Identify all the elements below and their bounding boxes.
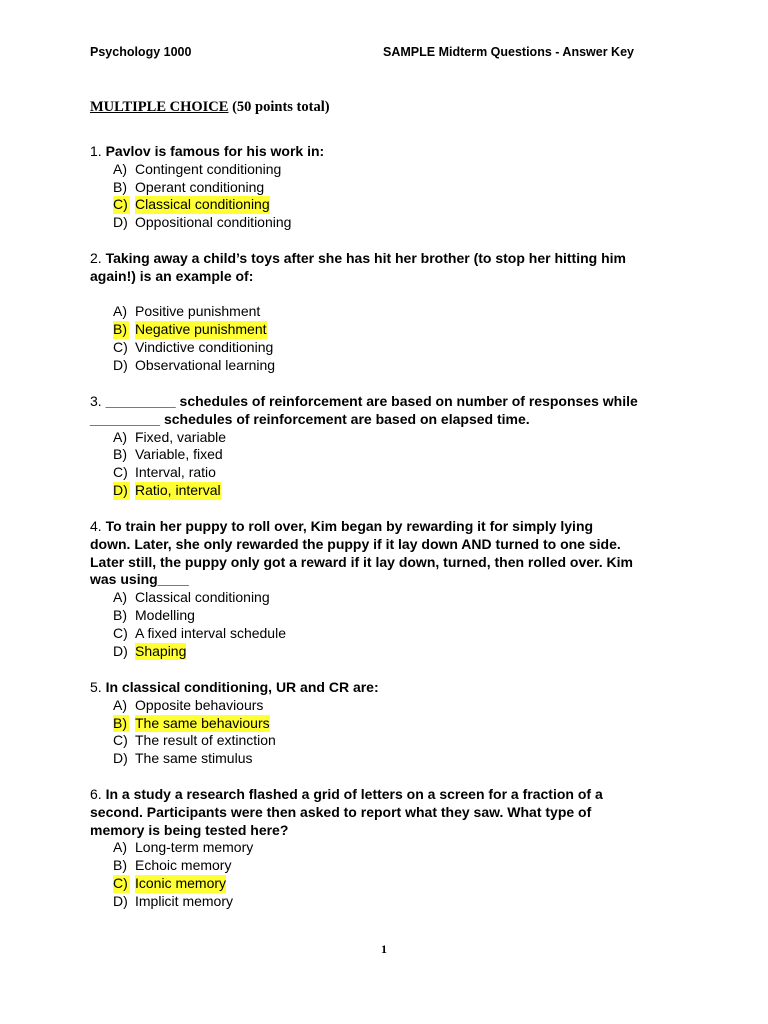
question-number: 4. — [90, 518, 102, 534]
option-d: D) Implicit memory — [113, 892, 234, 909]
option-a: A) Opposite behaviours — [113, 696, 264, 713]
option-a: A) Fixed, variable — [113, 428, 227, 445]
question-text: Pavlov is famous for his work in: — [105, 143, 325, 159]
option-c: C) A fixed interval schedule — [113, 624, 286, 641]
option-d-correct: D) Ratio, interval — [113, 481, 221, 498]
question-5 — [90, 679, 690, 768]
question-text: Taking away a child’s toys after she has hit her brother (to stop her hitting him — [105, 250, 626, 266]
question-3 — [90, 393, 690, 500]
question-number: 3. — [90, 393, 102, 409]
option-d-correct: D) Shaping — [113, 642, 187, 659]
option-b-correct: B) The same behaviours — [113, 714, 270, 731]
question-number: 2. — [90, 250, 102, 266]
option-a: A) Positive punishment — [113, 303, 261, 320]
option-a: A) Long-term memory — [113, 839, 254, 856]
page-header — [90, 45, 634, 65]
question-6: 6. In a study a research flashed a grid of letters on a screen for a fraction of a second. Participants were then asked to report what they saw. What type of memory is being tested here? A) Long-term memory B) Echoic memory C) Iconic memory D) Implicit memory — [90, 786, 690, 911]
option-a: A) Contingent conditioning — [113, 160, 282, 177]
question-number: 5. — [90, 679, 102, 695]
question-text: In a study a research flashed a grid of letters on a screen for a fraction of a — [105, 786, 603, 802]
question-text: In classical conditioning, UR and CR are: — [105, 679, 379, 695]
section-points: (50 points total) — [232, 99, 330, 115]
option-b: B) Variable, fixed — [113, 446, 223, 463]
option-c: C) Vindictive conditioning — [113, 338, 274, 355]
document-title: SAMPLE Midterm Questions - Answer Key — [383, 45, 634, 59]
question-text-cont: _________ schedules of reinforcement are based on elapsed time. — [90, 410, 530, 427]
question-text: To train her puppy to roll over, Kim began by rewarding it for simply lying — [105, 518, 594, 534]
option-c: C) Interval, ratio — [113, 464, 216, 481]
option-b: B) Operant conditioning — [113, 178, 265, 195]
question-text-cont: again!) is an example of: — [90, 267, 254, 284]
option-c-correct: C) Classical conditioning — [113, 196, 270, 213]
option-d: D) Observational learning — [113, 356, 276, 373]
question-number: 6. — [90, 786, 102, 802]
option-c: C) The result of extinction — [113, 732, 276, 749]
option-b: B) Modelling — [113, 606, 195, 623]
option-c-correct: C) Iconic memory — [113, 874, 227, 891]
question-1 — [90, 143, 690, 232]
option-b-correct: B) Negative punishment — [113, 321, 267, 338]
question-2 — [90, 250, 690, 375]
section-title: MULTIPLE CHOICE — [90, 99, 229, 115]
section-heading — [90, 99, 330, 116]
option-b: B) Echoic memory — [113, 857, 232, 874]
page-number: 1 — [381, 942, 387, 956]
question-text: _________ schedules of reinforcement are based on number of responses while — [105, 393, 638, 409]
option-d: D) Oppositional conditioning — [113, 214, 292, 231]
question-4: 4. To train her puppy to roll over, Kim began by rewarding it for simply lying down. Later, she only rewarded the puppy if it lay down AND turned to one side. Later still, the puppy only got a reward if it lay down, turned, then rolled over. Kim was using____ A) Classical conditioning B) Modelling C) A fixed interval schedule D) Shaping — [90, 518, 690, 660]
option-a: A) Classical conditioning — [113, 589, 270, 606]
question-number: 1. — [90, 143, 102, 159]
option-d: D) The same stimulus — [113, 750, 253, 767]
course-name: Psychology 1000 — [90, 45, 192, 59]
